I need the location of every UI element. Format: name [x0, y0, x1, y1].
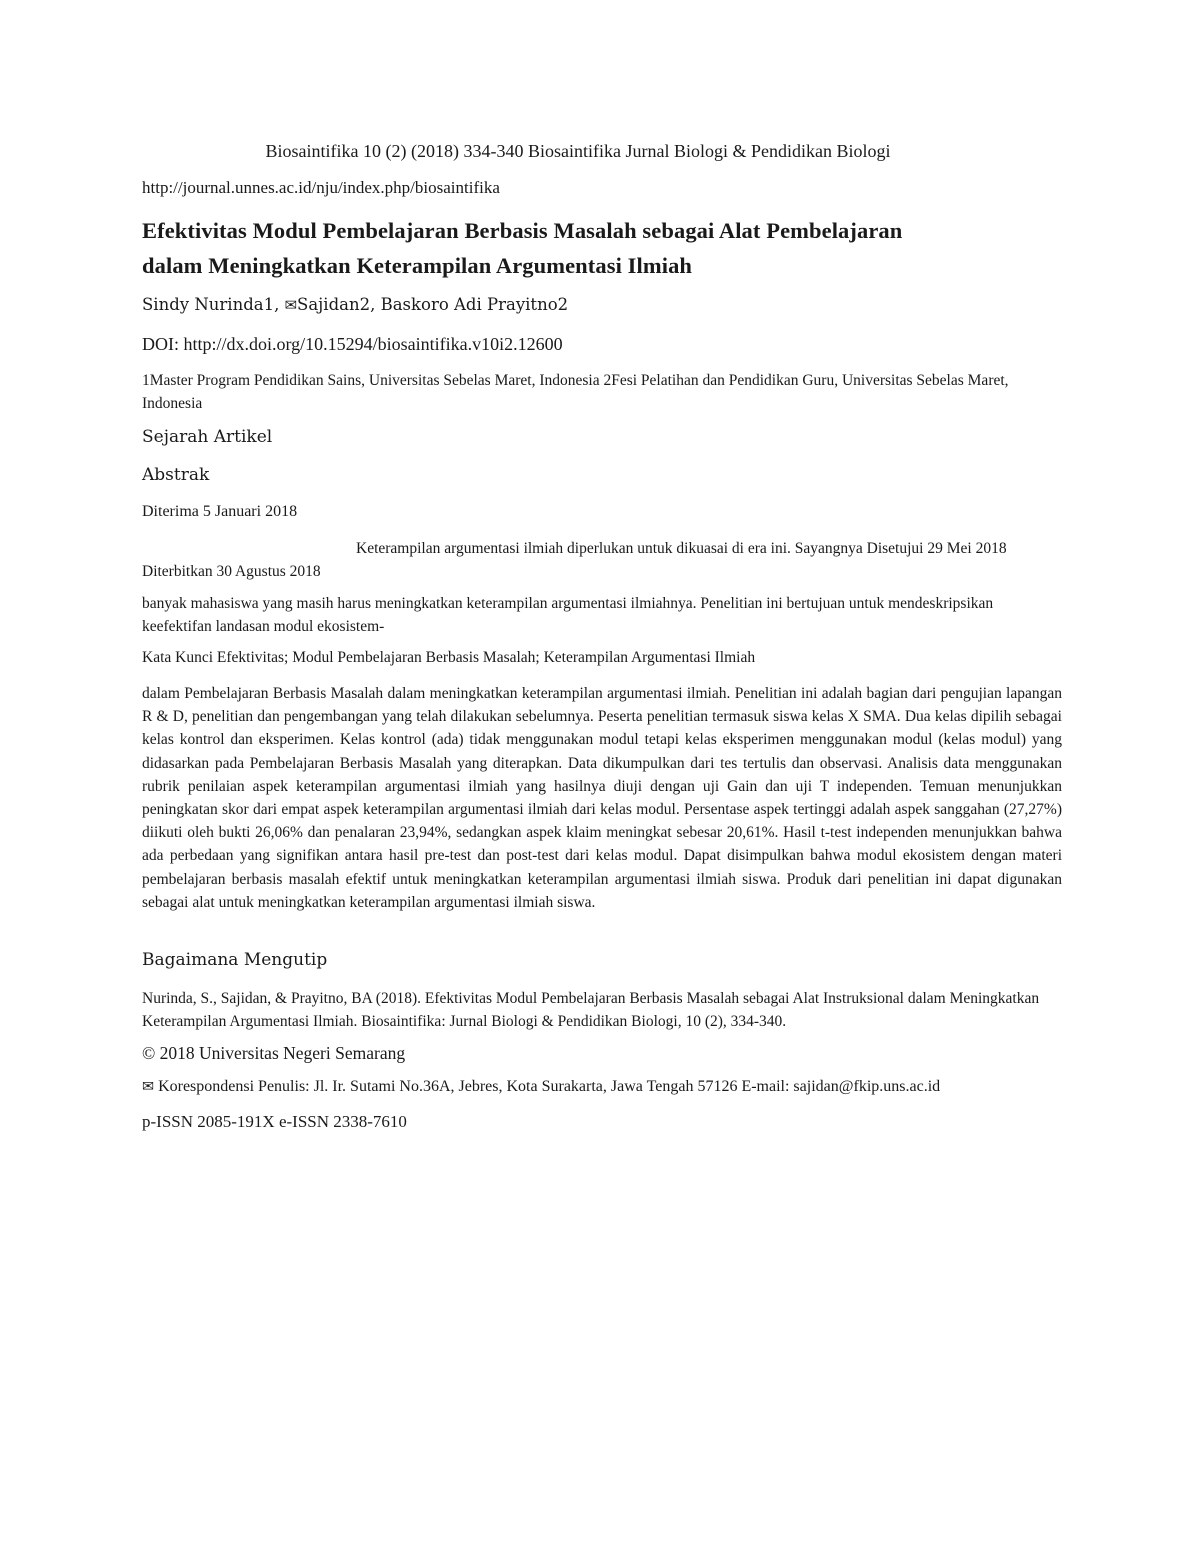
affiliation: 1Master Program Pendidikan Sains, Universitas Sebelas Maret, Indonesia 2Fesi Pelatihan dan Pendidikan Guru, Universitas Sebelas Maret, Indonesia [142, 372, 1009, 412]
journal-url[interactable]: http://journal.unnes.ac.id/nju/index.php/biosaintifika [142, 178, 500, 197]
abstract-second-paragraph: banyak mahasiswa yang masih harus meningkatkan keterampilan argumentasi ilmiahnya. Penelitian ini bertujuan untuk mendeskripsikan keefektifan landasan modul ekosistem- [142, 595, 994, 635]
keywords: Kata Kunci Efektivitas; Modul Pembelajaran Berbasis Masalah; Keterampilan Argumentasi Ilmiah [142, 649, 756, 666]
copyright-notice: © 2018 Universitas Negeri Semarang [142, 1043, 406, 1063]
abstract-first-paragraph [142, 537, 1032, 583]
correspondence-text: Korespondensi Penulis: Jl. Ir. Sutami No.36A, Jebres, Kota Surakarta, Jawa Tengah 57126 E-mail: sajidan@fkip.uns.ac.id [158, 1078, 941, 1095]
issn: p-ISSN 2085-191X e-ISSN 2338-7610 [142, 1112, 407, 1131]
section-heading-how-to-cite: Bagaimana Mengutip [142, 950, 328, 970]
author-first: Sindy Nurinda1, [142, 295, 285, 314]
abstract-first-text: Keterampilan argumentasi ilmiah diperlukan untuk dikuasai di era ini. Sayangnya Disetujui 29 Mei 2018 Diterbitkan 30 Agustus 2018 [142, 540, 1007, 580]
journal-citation-line: Biosaintifika 10 (2) (2018) 334-340 Biosaintifika Jurnal Biologi & Pendidikan Biologi [265, 141, 891, 161]
citation-text: Nurinda, S., Sajidan, & Prayitno, BA (2018). Efektivitas Modul Pembelajaran Berbasis Masalah sebagai Alat Instruksional dalam Meningkatkan Keterampilan Argumentasi Ilmiah. Biosaintifika: Jurnal Biologi & Pendidikan Biologi, 10 (2), 334-340. [142, 990, 1040, 1030]
section-heading-history: Sejarah Artikel [142, 427, 273, 447]
article-title [142, 213, 1062, 283]
article-title-line-2: dalam Meningkatkan Keterampilan Argumentasi Ilmiah [142, 253, 693, 278]
envelope-icon: ✉ [284, 296, 298, 314]
author-rest: Sajidan2, Baskoro Adi Prayitno2 [297, 295, 569, 314]
abstract-body: dalam Pembelajaran Berbasis Masalah dalam meningkatkan keterampilan argumentasi ilmiah. Penelitian ini adalah bagian dari pengujian lapangan R & D, penelitian dan pengembangan yang telah dilakukan sebelumnya. Peserta penelitian termasuk siswa kelas X SMA. Dua kelas dipilih sebagai kelas kontrol dan eksperimen. Kelas kontrol (ada) tidak menggunakan modul tetapi kelas eksperimen menggunakan modul (kelas modul) yang didasarkan pada Pembelajaran Berbasis Masalah yang diterapkan. Data dikumpulkan dari tes tertulis dan observasi. Analisis data menggunakan rubrik penilaian aspek keterampilan argumentasi ilmiah yang hasilnya diuji dengan uji Gain dan uji T independen. Temuan menunjukkan peningkatan skor dari empat aspek keterampilan argumentasi ilmiah dari kelas modul. Persentase aspek tertinggi adalah aspek sanggahan (27,27%) diikuti oleh bukti 26,06% dan penalaran 23,94%, sedangkan aspek klaim meningkat sebesar 20,61%. Hasil t-test independen menunjukkan bahwa ada perbedaan yang signifikan antara hasil pre-test dan post-test dari kelas modul. Dapat disimpulkan bahwa modul ekosistem dengan materi pembelajaran berbasis masalah efektif untuk meningkatkan keterampilan argumentasi ilmiah siswa. Produk dari penelitian ini dapat digunakan sebagai alat untuk meningkatkan keterampilan argumentasi ilmiah siswa. [142, 685, 1062, 911]
author-list [142, 295, 1062, 314]
received-date: Diterima 5 Januari 2018 [142, 503, 298, 520]
envelope-icon: ✉ [142, 1079, 155, 1095]
doi-link[interactable]: DOI: http://dx.doi.org/10.15294/biosaintifika.v10i2.12600 [142, 334, 563, 354]
correspondence [142, 1078, 1062, 1096]
article-title-line-1: Efektivitas Modul Pembelajaran Berbasis Masalah sebagai Alat Pembelajaran [142, 218, 903, 243]
section-heading-abstract: Abstrak [142, 465, 210, 485]
